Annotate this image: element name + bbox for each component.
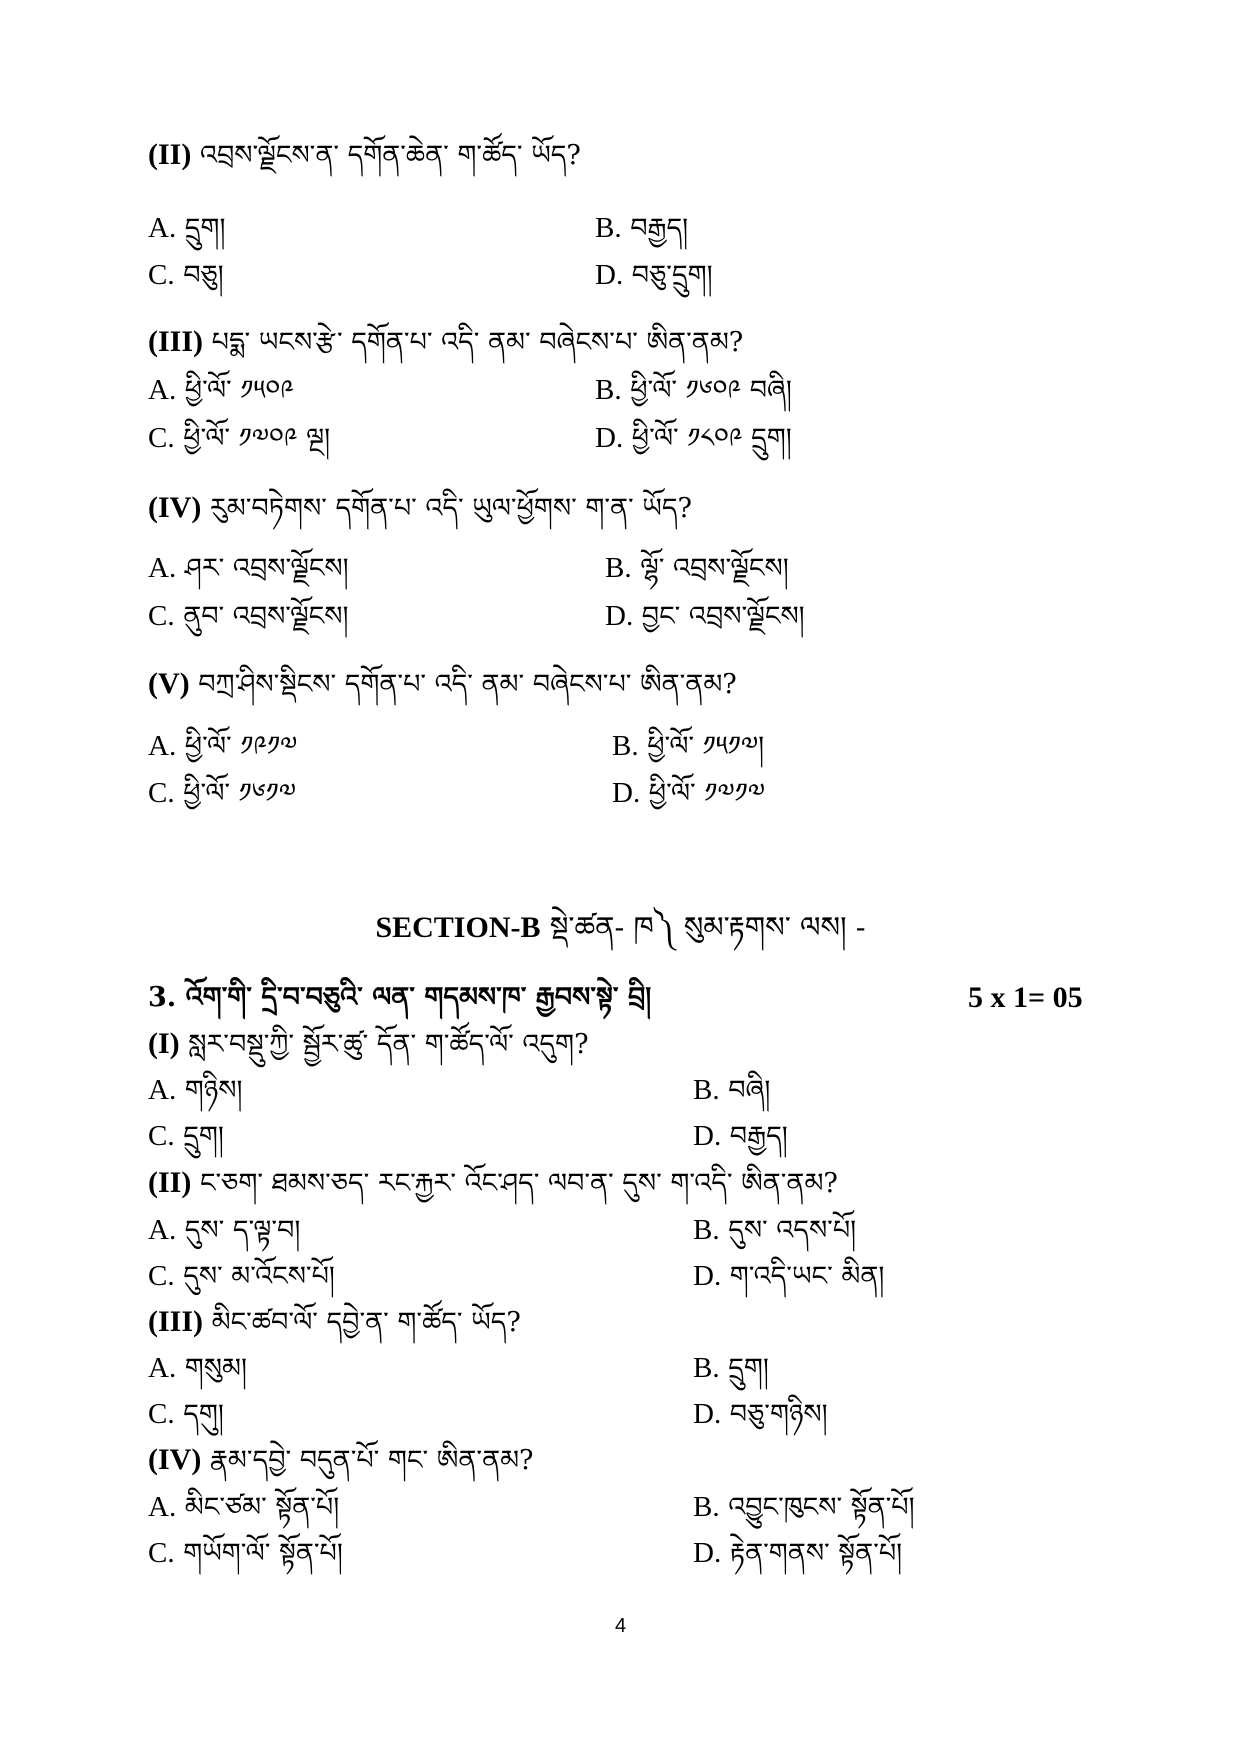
option (605, 548, 789, 589)
question-text: འབྲས་ལྗོངས་ན་ དགོན་ཆེན་ ག་ཚོད་ ཡོད? (199, 140, 581, 171)
option-text: ཕྱི་ལོ་ ༡༧༠༩ ལྔ། (183, 423, 331, 454)
option-text: བཅུ་དྲུག། (631, 260, 713, 291)
option-letter: A. (148, 1214, 177, 1246)
option-text: ག་འདི་ཡང་ མིན། (729, 1261, 885, 1292)
section-b-instruction: 3. འོག་གི་ དྲི་བ་བཅུའི་ ལན་ གདམས་ཁ་ རྒྱབས་སྟེ་ བྲི། (148, 982, 652, 1013)
option-text: དྲུག། (728, 1353, 769, 1384)
option-text: བྱང་ འབྲས་ལྗོངས། (641, 601, 805, 632)
option-letter: D. (693, 1398, 722, 1430)
option-text: གཡོག་ལོ་ སྟོན་པོ། (183, 1538, 343, 1569)
question-b-3 (148, 1302, 521, 1343)
option-letter: B. (612, 730, 639, 762)
option-letter: B. (693, 1491, 720, 1523)
option (148, 1116, 224, 1157)
option (595, 370, 792, 411)
option (148, 773, 296, 814)
question-b-4 (148, 1440, 534, 1481)
question-number: (II) (148, 1166, 192, 1199)
option-letter: C. (148, 259, 175, 291)
option-letter: A. (148, 552, 177, 584)
option (148, 1256, 335, 1297)
option-text: བཅུ་གཉིས། (729, 1399, 828, 1430)
page-number: 4 (614, 1615, 627, 1637)
option-letter: C. (148, 422, 175, 454)
option (595, 418, 792, 459)
option-letter: B. (605, 552, 632, 584)
question-number: (IV) (148, 1443, 202, 1476)
option-letter: D. (693, 1537, 722, 1569)
option-letter: D. (693, 1260, 722, 1292)
question-text: རུམ་བཏེགས་ དགོན་པ་ འདི་ ཡུལ་ཕྱོགས་ ག་ན་ ཡོད? (209, 493, 692, 524)
option (693, 1394, 828, 1435)
option-letter: A. (148, 1491, 177, 1523)
option-text: གཉིས། (184, 1075, 243, 1106)
question-text: རྣམ་དབྱེ་ བདུན་པོ་ གང་ ཨིན་ནམ? (209, 1445, 534, 1476)
question-text: ང་ཅག་ ཐམས་ཅད་ རང་རྐྱར་ འོང་ཤད་ ལབ་ན་ དུས་ ག་འདི་ ཨིན་ནམ? (199, 1168, 838, 1199)
option-letter: C. (148, 1398, 175, 1430)
question-b-2 (148, 1163, 838, 1204)
option (148, 548, 349, 589)
question-text: མིང་ཚབ་ལོ་ དབྱེ་ན་ ག་ཚོད་ ཡོད? (211, 1307, 521, 1338)
option-text: ཕྱི་ལོ་ ༡༦༠༩ བཞི། (630, 375, 792, 406)
option (148, 208, 225, 249)
option-text: རྟེན་གནས་ སྟོན་པོ། (729, 1538, 903, 1569)
option (148, 1487, 339, 1528)
option (612, 726, 764, 767)
option-text: ཕྱི་ལོ་ ༡༥༡༧། (647, 731, 765, 762)
option-letter: A. (148, 374, 177, 406)
option-letter: C. (148, 1537, 175, 1569)
option-text: དུས་ ད་ལྟ་བ། (184, 1215, 301, 1246)
option (693, 1533, 902, 1574)
option-text: ཕྱི་ལོ་ ༡༥༠༩ (184, 375, 294, 406)
question-a-5 (148, 664, 737, 705)
option-text: དུས་ འདས་པོ། (728, 1215, 857, 1246)
option (148, 726, 297, 767)
option (148, 1070, 242, 1111)
option-text: ཤར་ འབྲས་ལྗོངས། (184, 553, 349, 584)
option-letter: D. (605, 600, 634, 632)
option (693, 1070, 770, 1111)
option-text: འབྱུང་ཁུངས་ སྟོན་པོ། (728, 1492, 915, 1523)
option (595, 255, 713, 296)
option-text: བཞི། (728, 1075, 771, 1106)
option-text: གསུམ། (184, 1353, 247, 1384)
option-letter: A. (148, 1074, 177, 1106)
option (148, 370, 294, 411)
section-b-tibetan-title: སྡེ་ཚན- ཁ༽ སུམ་རྟགས་ ལས། - (549, 910, 866, 944)
question-text: སླར་བསྡུ་ཀྱི་ སྦྱོར་ཚུ་ དོན་ ག་ཚོད་ལོ་ འདུག? (188, 1029, 589, 1060)
option-letter: D. (612, 777, 641, 809)
option-text: བཅུ། (183, 260, 224, 291)
option-letter: A. (148, 1352, 177, 1384)
option-letter: C. (148, 777, 175, 809)
option-letter: C. (148, 1260, 175, 1292)
option-letter: B. (595, 374, 622, 406)
option-letter: D. (693, 1120, 722, 1152)
option (148, 1533, 343, 1574)
option-text: དྲུག། (184, 213, 226, 244)
option-letter: B. (595, 212, 622, 244)
question-a-4 (148, 488, 692, 529)
option-letter: D. (595, 422, 624, 454)
question-text: བཀྲ་ཤིས་སྡིངས་ དགོན་པ་ འདི་ ནམ་ བཞེངས་པ་ ཨིན་ནམ? (198, 669, 737, 700)
option-text: བརྒྱད། (729, 1121, 788, 1152)
option-text: ལྷོ་ འབྲས་ལྗོངས། (640, 553, 789, 584)
option (148, 1394, 224, 1435)
option (693, 1116, 788, 1157)
option-text: བརྒྱད། (630, 213, 689, 244)
question-number: (III) (148, 1305, 204, 1338)
option-text: ཕྱི་ལོ་ ༡༨༠༩ དྲུག། (631, 423, 792, 454)
option (148, 255, 224, 296)
option (693, 1348, 769, 1389)
option-letter: C. (148, 600, 175, 632)
option-letter: B. (693, 1074, 720, 1106)
option (148, 596, 348, 637)
option (148, 1348, 247, 1389)
question-number: (II) (148, 138, 192, 171)
option (693, 1256, 884, 1297)
option (148, 418, 330, 459)
option-text: ཕྱི་ལོ་ ༡༧༡༧ (648, 778, 766, 809)
option (693, 1210, 856, 1251)
marks-allocation: 5 x 1= 05 (968, 981, 1083, 1014)
option (595, 208, 688, 249)
option-letter: C. (148, 1120, 175, 1152)
section-b-heading (0, 905, 1241, 950)
option (693, 1487, 915, 1528)
question-a-3 (148, 322, 743, 363)
option-text: དྲུག། (183, 1121, 224, 1152)
option-letter: B. (693, 1352, 720, 1384)
option (605, 596, 805, 637)
option-letter: D. (595, 259, 624, 291)
section-b-label: SECTION-B (375, 911, 541, 944)
question-number: (V) (148, 667, 190, 700)
option-text: དུས་ མ་འོངས་པོ། (183, 1261, 335, 1292)
question-number: (IV) (148, 491, 202, 524)
option-text: མིང་ཙམ་ སྟོན་པོ། (184, 1492, 340, 1523)
option-text: ཕྱི་ལོ་ ༡༦༡༧ (183, 778, 297, 809)
option-letter: A. (148, 212, 177, 244)
option (148, 1210, 300, 1251)
question-a-2 (148, 135, 581, 176)
option-letter: A. (148, 730, 177, 762)
question-text: པདྨ་ ཡངས་རྩེ་ དགོན་པ་ འདི་ ནམ་ བཞེངས་པ་ ཨིན་ནམ? (211, 327, 744, 358)
question-number: (I) (148, 1027, 180, 1060)
question-number: (III) (148, 325, 204, 358)
option-text: ཕྱི་ལོ་ ༡༩༡༧ (184, 731, 298, 762)
question-b-1 (148, 1024, 589, 1065)
option-text: དགུ། (183, 1399, 224, 1430)
option-text: ནུབ་ འབྲས་ལྗོངས། (183, 601, 349, 632)
option (612, 773, 765, 814)
option-letter: B. (693, 1214, 720, 1246)
